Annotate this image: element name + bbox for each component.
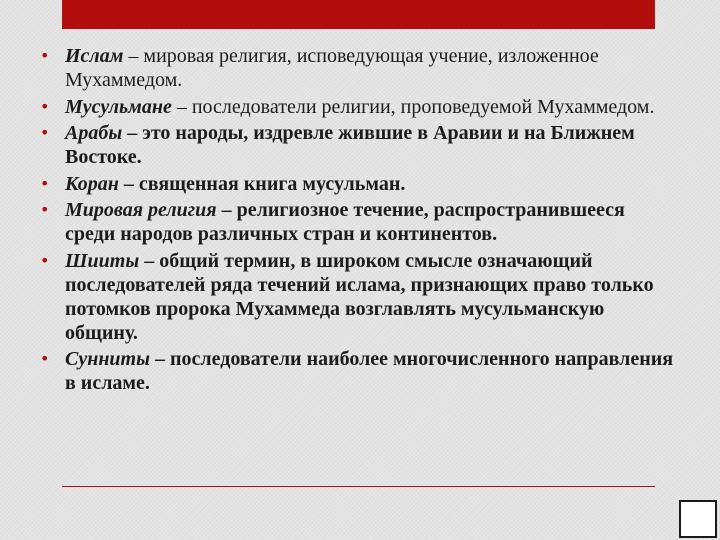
bullet-icon: • bbox=[40, 123, 50, 142]
term: Арабы bbox=[65, 122, 123, 144]
list-item-koran bbox=[40, 172, 680, 196]
list-item-world-religion bbox=[40, 198, 680, 246]
list-item-sunnis bbox=[40, 347, 680, 395]
term: Мировая религия bbox=[65, 199, 217, 221]
bullet-icon: • bbox=[40, 349, 50, 368]
definition: – религиозное течение, распространившееся среди народов различных стран и континентов. bbox=[65, 199, 625, 245]
bullet-icon: • bbox=[40, 46, 50, 65]
list-item-arabs bbox=[40, 121, 680, 169]
slide-content bbox=[40, 44, 680, 398]
term: Мусульмане bbox=[65, 95, 172, 118]
definition: – это народы, издревле жившие в Аравии и на Ближнем Востоке. bbox=[65, 122, 635, 168]
list-item-islam bbox=[40, 44, 680, 92]
definition: – последователи религии, проповедуемой Мухаммедом. bbox=[171, 95, 655, 118]
list-item-muslims bbox=[40, 95, 680, 119]
bullet-icon: • bbox=[40, 96, 50, 116]
list-item-shiites bbox=[40, 249, 680, 345]
term: Шииты bbox=[65, 249, 140, 272]
bullet-icon: • bbox=[40, 250, 50, 270]
top-accent-bar bbox=[62, 0, 655, 29]
term: Сунниты bbox=[65, 348, 150, 370]
definition: – мировая религия, исповедующая учение, изложенное Мухаммедом. bbox=[65, 45, 599, 91]
corner-box bbox=[679, 500, 717, 538]
bullet-icon: • bbox=[40, 173, 50, 193]
bottom-divider bbox=[62, 486, 655, 487]
term: Коран bbox=[65, 172, 119, 195]
definitions-list bbox=[40, 44, 680, 395]
definition: – священная книга мусульман. bbox=[118, 172, 406, 195]
definition: – последователи наиболее многочисленного направления в исламе. bbox=[65, 348, 674, 394]
bullet-icon: • bbox=[40, 200, 50, 219]
term: Ислам bbox=[65, 45, 124, 67]
definition: – общий термин, в широком смысле означающий последователей ряда течений ислама, признающих право только потомков пророка Мухаммеда возглавлять мусульманскую общину. bbox=[65, 249, 654, 344]
